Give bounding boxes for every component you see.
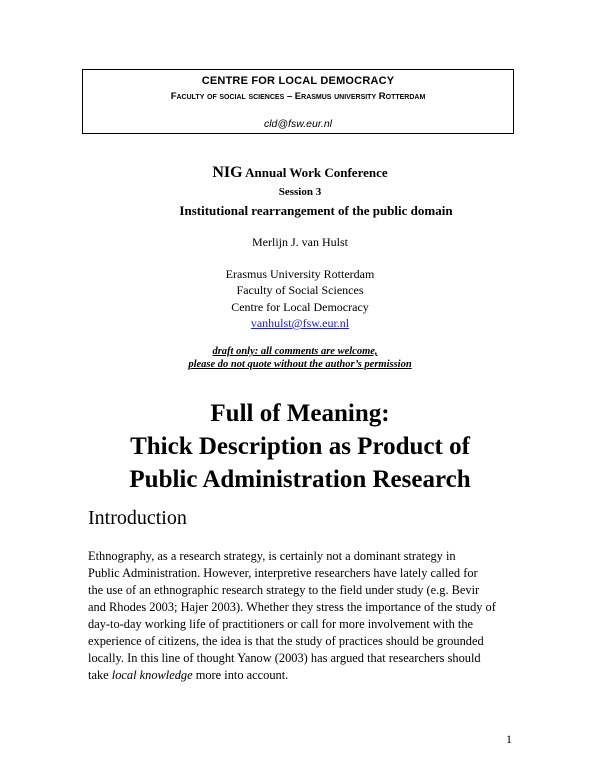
conference-name bbox=[0, 164, 600, 182]
section-heading: Introduction bbox=[88, 507, 187, 529]
paper-title-line1: Full of Meaning: bbox=[210, 400, 390, 427]
paragraph-line: and Rhodes 2003; Hajer 2003). Whether they stress the importance of the study of bbox=[88, 600, 496, 614]
author-university: Erasmus University Rotterdam bbox=[225, 267, 375, 281]
author-email-link[interactable]: vanhulst@fsw.eur.nl bbox=[250, 316, 350, 330]
paragraph-line: Ethnography, as a research strategy, is certainly not a dominant strategy in bbox=[88, 549, 456, 563]
conference-rest: Annual Work Conference bbox=[242, 165, 388, 180]
paper-title-line3: Public Administration Research bbox=[129, 466, 471, 493]
author-centre: Centre for Local Democracy bbox=[231, 300, 369, 314]
paragraph-line: locally. In this line of thought Yanow (2003) has argued that researchers should bbox=[88, 651, 481, 665]
faculty-line: Faculty of social sciences – Erasmus university Rotterdam bbox=[170, 91, 426, 102]
paragraph-line: day-to-day working life of practitioners or call for more involvement with the bbox=[88, 617, 474, 631]
paragraph-line: experience of citizens, the idea is that the study of practices should be grounded bbox=[88, 634, 484, 648]
paragraph-line: the use of an ethnographic research strategy to the field under study (e.g. Bevir bbox=[88, 583, 480, 597]
intro-paragraph bbox=[88, 548, 518, 684]
header-box bbox=[82, 69, 514, 134]
author-email-container bbox=[0, 316, 600, 331]
last-line-start: take bbox=[88, 668, 112, 682]
draft-note-line2: please do not quote without the author’s permission bbox=[188, 359, 412, 370]
session-theme: Institutional rearrangement of the public domain bbox=[179, 203, 453, 218]
last-line-end: more into account. bbox=[192, 668, 289, 682]
paragraph-last-line bbox=[88, 667, 518, 684]
local-knowledge-emphasis: local knowledge bbox=[111, 668, 193, 682]
paragraph-line: Public Administration. However, interpretive researchers have lately called for bbox=[88, 566, 478, 580]
draft-note-line1: draft only: all comments are welcome, bbox=[212, 346, 378, 357]
conference-prefix: NIG bbox=[212, 164, 243, 181]
page-number: 1 bbox=[506, 732, 512, 746]
author-name: Merlijn J. van Hulst bbox=[252, 235, 348, 249]
centre-email: cld@fsw.eur.nl bbox=[263, 118, 333, 130]
author-faculty: Faculty of Social Sciences bbox=[236, 283, 364, 297]
session-label: Session 3 bbox=[278, 186, 322, 198]
centre-title: CENTRE FOR LOCAL DEMOCRACY bbox=[201, 75, 395, 87]
paper-title-line2: Thick Description as Product of bbox=[130, 433, 470, 460]
